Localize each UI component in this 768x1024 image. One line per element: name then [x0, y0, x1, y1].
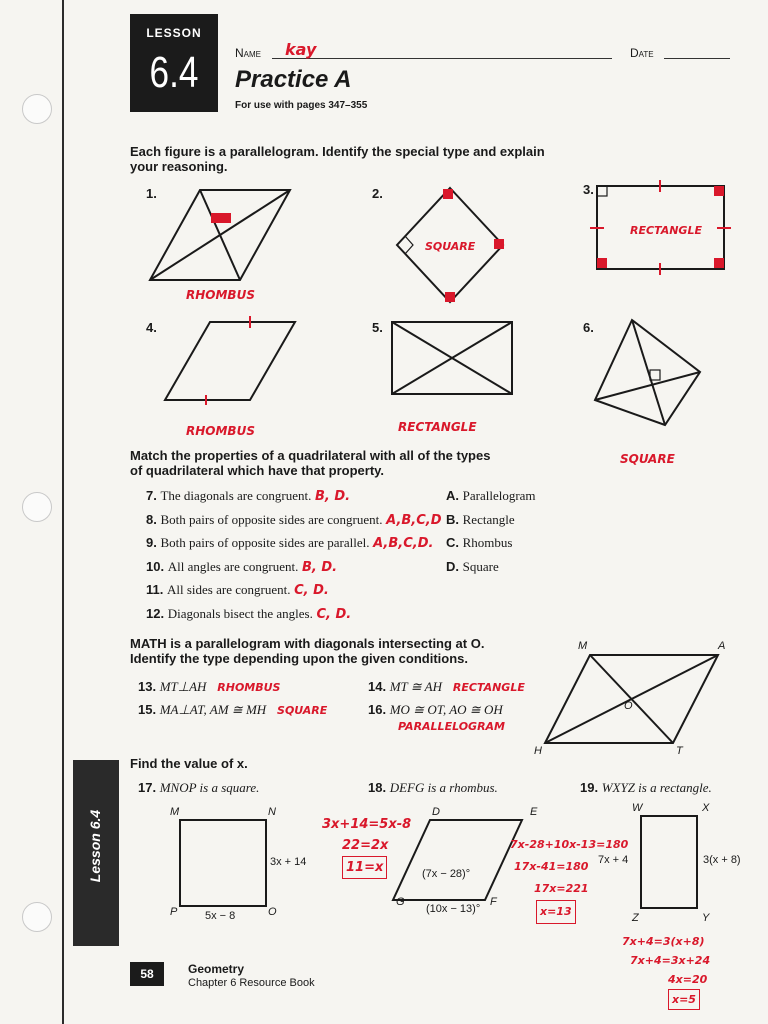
section4-instruction: Find the value of x.	[130, 756, 248, 771]
answer-6: SQUARE	[620, 452, 675, 466]
page-number: 58	[130, 962, 164, 986]
item-number: 16.	[368, 702, 387, 717]
vertex-G: G	[396, 896, 405, 908]
instruction-line: Match the properties of a quadrilateral with all of the types	[130, 448, 491, 463]
answer-2: SQUARE	[425, 240, 476, 253]
right-angle-mark	[650, 370, 660, 380]
choice-text: Rhombus	[462, 535, 513, 550]
item-answer: SQUARE	[277, 704, 328, 717]
answer-5: RECTANGLE	[398, 420, 477, 434]
instruction-line: Each figure is a parallelogram. Identify the special type and explain	[130, 144, 545, 159]
match-list	[146, 488, 442, 629]
item-answer: RHOMBUS	[217, 681, 281, 694]
match-item	[146, 559, 442, 583]
figure-18-rhombus	[393, 820, 522, 900]
item-answer: RECTANGLE	[452, 681, 525, 694]
work-line: 17x=221	[534, 882, 589, 895]
name-value: kay	[285, 40, 317, 59]
lesson-label: LESSON	[146, 26, 202, 40]
red-angle-mark	[715, 187, 723, 195]
instruction-line: MATH is a parallelogram with diagonals intersecting at O.	[130, 636, 485, 651]
work-line: 4x=20	[668, 973, 708, 986]
figure-17-square	[180, 820, 266, 906]
match-item	[146, 512, 442, 536]
side-label: 3x + 14	[270, 856, 307, 868]
vertex-N: N	[268, 806, 276, 818]
choice-item	[446, 488, 536, 512]
choice-item	[446, 512, 536, 536]
item-answer: A,B,C,D.	[373, 536, 434, 551]
problem-number: 3.	[583, 182, 594, 197]
math-item-15	[138, 702, 327, 718]
work-answer: x=5	[668, 989, 700, 1010]
side-label: 5x − 8	[205, 910, 236, 922]
math-item-13	[138, 679, 280, 695]
item-text: Diagonals bisect the angles.	[167, 605, 313, 621]
item-18	[368, 780, 498, 796]
red-angle-mark	[222, 214, 230, 222]
math-item-16	[368, 702, 503, 718]
item-text: WXYZ is a rectangle.	[601, 780, 712, 795]
item-answer: B, D.	[314, 489, 351, 504]
item-text: All angles are congruent.	[167, 558, 299, 574]
figure-19-rectangle	[641, 816, 697, 908]
instruction-line: of quadrilateral which have that property.	[130, 463, 385, 478]
instruction-line: Identify the type depending upon the given conditions.	[130, 651, 468, 666]
work-line: 22=2x	[342, 838, 389, 853]
red-angle-mark	[444, 190, 452, 198]
red-angle-mark	[212, 214, 220, 222]
date-label: Date	[630, 46, 654, 60]
side-tab-label: Lesson 6.4	[87, 809, 103, 883]
footer-title: Geometry	[188, 962, 245, 976]
item-condition: MT⊥AH	[159, 679, 207, 694]
answer-3: RECTANGLE	[630, 224, 702, 237]
problem-number: 1.	[146, 186, 157, 201]
item-condition: MO ≅ OT, AO ≅ OH	[389, 702, 503, 717]
item-text: All sides are congruent.	[166, 582, 291, 597]
item-text: Both pairs of opposite sides are congruent.	[160, 511, 383, 527]
item-number: 9.	[146, 535, 157, 550]
vertex-Y: Y	[702, 912, 710, 924]
page-subtitle: For use with pages 347–355	[235, 100, 368, 111]
vertex-W: W	[632, 802, 643, 814]
vertex-M: M	[578, 640, 588, 652]
item-text: DEFG is a rhombus.	[389, 780, 498, 795]
section2-instruction	[130, 448, 490, 478]
answer-1: RHOMBUS	[186, 288, 255, 302]
item-number: 18.	[368, 780, 387, 795]
red-angle-mark	[446, 293, 454, 301]
item-number: 15.	[138, 702, 157, 717]
answer-4: RHOMBUS	[186, 424, 255, 438]
red-angle-mark	[495, 240, 503, 248]
item-19	[580, 780, 712, 796]
answer-16: PARALLELOGRAM	[398, 720, 506, 733]
work-line: 7x+4=3x+24	[630, 954, 711, 967]
vertex-A: A	[718, 640, 726, 652]
item-number: 8.	[146, 511, 157, 527]
choice-letter: A.	[446, 488, 459, 503]
problem-number: 2.	[372, 186, 383, 201]
page-title: Practice A	[235, 66, 352, 93]
item-text: Both pairs of opposite sides are parallel.	[160, 535, 370, 550]
item-number: 13.	[138, 679, 157, 694]
item-17	[138, 780, 259, 796]
vertex-X: X	[702, 802, 710, 814]
choice-text: Square	[462, 558, 499, 574]
work-line: 7x+4=3(x+8)	[622, 935, 705, 948]
match-item	[146, 606, 442, 630]
vertex-F: F	[490, 896, 497, 908]
lesson-side-tab	[73, 760, 119, 946]
work-line: 3x+14=5x-8	[322, 817, 412, 832]
item-condition: MT ≅ AH	[389, 679, 443, 694]
work-answer: 11=x	[342, 856, 387, 879]
figure-4-rhombus	[165, 322, 295, 400]
work-line: 7x-28+10x-13=180	[510, 838, 629, 851]
math-item-14	[368, 679, 525, 695]
vertex-H: H	[534, 745, 542, 757]
vertex-M: M	[170, 806, 180, 818]
angle-label: (7x − 28)°	[422, 868, 471, 880]
name-label: Name	[235, 46, 262, 60]
item-number: 17.	[138, 780, 157, 795]
diagonal	[150, 190, 290, 280]
problem-number: 4.	[146, 320, 157, 335]
item-answer: C, D.	[294, 583, 329, 598]
vertex-O: O	[268, 906, 277, 918]
choice-item	[446, 535, 536, 559]
item-text: MNOP is a square.	[159, 780, 260, 795]
match-item	[146, 582, 442, 606]
vertex-Z: Z	[632, 912, 639, 924]
item-number: 7.	[146, 488, 157, 503]
item-answer: C, D.	[316, 606, 352, 622]
item-number: 14.	[368, 679, 387, 694]
choice-letter: D.	[446, 558, 459, 574]
item-number: 12.	[146, 605, 165, 621]
red-angle-mark	[598, 259, 606, 267]
work-17	[322, 814, 411, 879]
choice-text: Parallelogram	[462, 488, 536, 503]
choice-item	[446, 559, 536, 583]
diagonal	[545, 655, 718, 743]
item-number: 11.	[146, 582, 164, 597]
problem-number: 5.	[372, 320, 383, 335]
vertex-E: E	[530, 806, 538, 818]
match-item	[146, 488, 442, 512]
work-19	[622, 932, 710, 1010]
item-condition: MA⊥AT, AM ≅ MH	[159, 702, 267, 717]
item-number: 19.	[580, 780, 599, 795]
choice-letter: B.	[446, 511, 459, 527]
red-angle-mark	[715, 259, 723, 267]
right-angle-mark	[597, 186, 607, 196]
work-answer: x=13	[536, 900, 576, 924]
work-line: 17x-41=180	[514, 860, 589, 873]
section3-instruction	[130, 636, 484, 666]
choice-text: Rectangle	[462, 511, 515, 527]
vertex-D: D	[432, 806, 440, 818]
lesson-number: 6.4	[149, 48, 199, 97]
vertex-O: O	[624, 700, 633, 712]
vertex-P: P	[170, 906, 178, 918]
problem-number: 6.	[583, 320, 594, 335]
choice-letter: C.	[446, 535, 459, 550]
instruction-line: your reasoning.	[130, 159, 228, 174]
match-item	[146, 535, 442, 559]
choice-list	[446, 488, 536, 582]
side-label: 7x + 4	[598, 854, 629, 866]
work-18	[510, 834, 628, 924]
item-number: 10.	[146, 558, 165, 574]
item-answer: B, D.	[302, 559, 338, 575]
footer-subtitle: Chapter 6 Resource Book	[188, 977, 315, 989]
vertex-T: T	[676, 745, 683, 757]
angle-label: (10x − 13)°	[426, 903, 481, 915]
item-text: The diagonals are congruent.	[160, 488, 312, 503]
side-label: 3(x + 8)	[703, 854, 741, 866]
item-answer: A,B,C,D	[386, 512, 442, 528]
right-angle-mark	[405, 236, 413, 254]
